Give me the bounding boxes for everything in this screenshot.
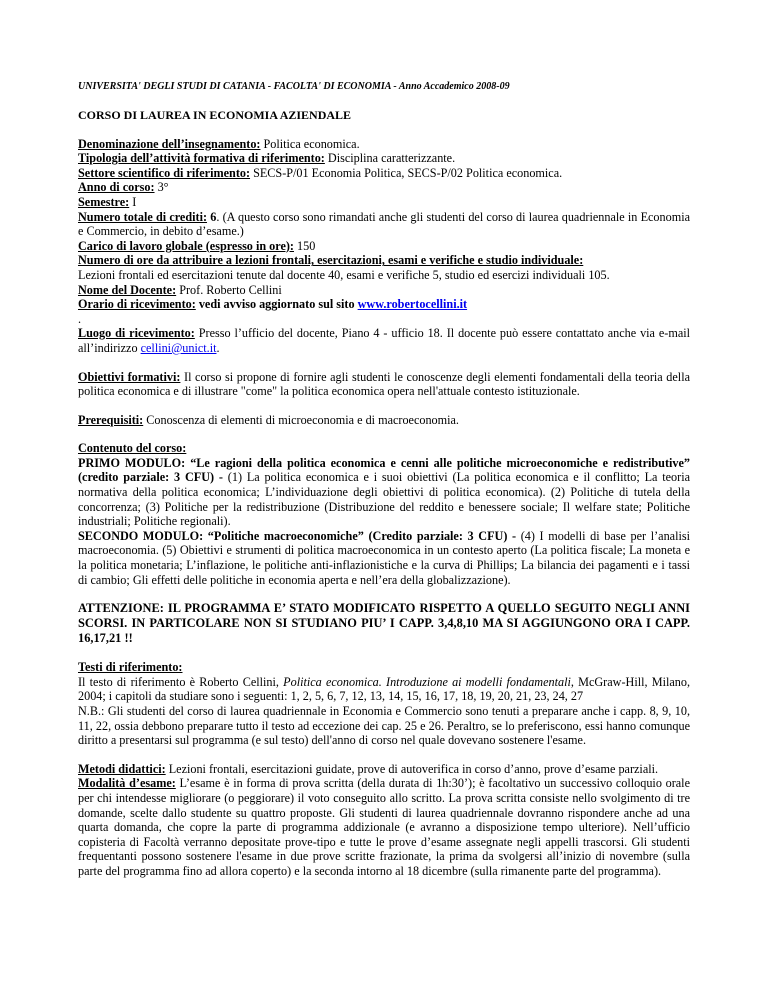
orario-line <box>78 297 690 312</box>
attenzione-notice: ATTENZIONE: IL PROGRAMMA E’ STATO MODIFICATO RISPETTO A QUELLO SEGUITO NEGLI ANNI SCORSI. IN PARTICOLARE NON SI STUDIANO PIU’ I CAPP. 3,4,8,10 MA SI AGGIUNGONO ORA I CAPP. 16,17,21 !! <box>78 601 690 646</box>
ore-label: Numero di ore da attribuire a lezioni frontali, esercitazioni, esami e verifiche e studio individuale: <box>78 253 584 268</box>
luogo-label: Luogo di ricevimento: <box>78 326 195 341</box>
settore-line <box>78 166 690 181</box>
testi-text2: , McGraw-Hill, Milano, 2004; i capitoli da studiare sono i seguenti: 1, 2, 5, 6, 7, 12, 13, 14, 15, 16, 17, 18, 19, 20, 21, 23, 24, 27 <box>78 674 690 704</box>
orario-label: Orario di ricevimento: <box>78 297 196 312</box>
ore-value-line: Lezioni frontali ed esercitazioni tenute dal docente 40, esami e verifiche 5, studio ed esercizi individuali 105. <box>78 267 610 282</box>
tipologia-line <box>78 151 690 166</box>
denominazione-label: Denominazione dell’insegnamento: <box>78 136 261 151</box>
prerequisiti-label: Prerequisiti: <box>78 412 144 427</box>
docente-line <box>78 283 690 298</box>
anno-label: Anno di corso: <box>78 180 155 195</box>
docente-label: Nome del Docente: <box>78 282 177 297</box>
modulo1-text: (1) La politica economica e i suoi obiettivi (La politica economica e il conflitto; La teoria normativa della politica economica; L’individuazione degli obiettivi di politica economica). (2) Politiche di tutela della concorrenza; (3) Politiche per la redistribuzione (Distribuzione del reddito e benessere sociale; Il welfare state; Politiche industriali; Politiche regionali). <box>78 470 690 529</box>
prerequisiti-value: Conoscenza di elementi di microeconomia e di macroeconomia. <box>143 412 459 427</box>
modalita-paragraph <box>78 776 690 878</box>
testi-book-title: Politica economica. Introduzione ai modelli fondamentali <box>283 674 571 689</box>
crediti-line <box>78 210 690 239</box>
modulo1-title: PRIMO MODULO: “Le ragioni della politica economica e cenni alle politiche microeconomiche e redistributive” (credito parziale: 3 CFU) - <box>78 455 690 485</box>
modalita-label: Modalità d’esame: <box>78 776 176 791</box>
luogo-line <box>78 326 690 355</box>
document-header: UNIVERSITA' DEGLI STUDI DI CATANIA - FACOLTA' DI ECONOMIA - Anno Accademico 2008-09 <box>78 81 510 92</box>
course-title: CORSO DI LAUREA IN ECONOMIA AZIENDALE <box>78 108 352 122</box>
modulo2-paragraph <box>78 529 690 587</box>
email-link[interactable]: cellini@unict.it <box>140 340 217 355</box>
ore-label-line <box>78 253 690 268</box>
prerequisiti-paragraph <box>78 413 690 428</box>
luogo-end: . <box>216 340 220 355</box>
carico-value: 150 <box>293 238 316 253</box>
testi-text1: Il testo di riferimento è Roberto Cellini, <box>78 674 284 689</box>
testi-paragraph <box>78 675 690 704</box>
contenuto-label: Contenuto del corso: <box>78 441 187 456</box>
crediti-label: Numero totale di crediti: <box>78 209 208 224</box>
crediti-number: 6 <box>207 209 217 224</box>
document-page <box>78 80 690 879</box>
tipologia-label: Tipologia dell’attività formativa di riferimento: <box>78 151 325 166</box>
orario-value: vedi avviso aggiornato sul sito <box>195 297 358 312</box>
obiettivi-label: Obiettivi formativi: <box>78 369 181 384</box>
metodi-paragraph <box>78 762 690 777</box>
crediti-value: . (A questo corso sono rimandati anche gli studenti del corso di laurea quadriennale in Economia e Commercio, in debito d’esame.) <box>78 209 690 239</box>
separator-dot: . <box>78 311 82 326</box>
modulo2-title: SECONDO MODULO: “Politiche macroeconomiche” (Credito parziale: 3 CFU) - <box>78 528 517 543</box>
luogo-value: Presso l’ufficio del docente, Piano 4 - ufficio 18. Il docente può essere contattato anche via e-mail all’indirizzo <box>78 326 690 355</box>
testi-nb: N.B.: Gli studenti del corso di laurea quadriennale in Economia e Commercio sono tenuti a preparare anche i capp. 8, 9, 10, 11, 22, ossia debbono preparare tutto il testo ad eccezione dei cap. 25 e 26. Peraltro, se lo preferiscono, essi hanno comunque diritto a presentarsi sul programma (e sul testo) dell'anno di corso nel quale dovevano sostenere l'esame. <box>78 704 690 748</box>
contenuto-label-line <box>78 441 690 456</box>
anno-line <box>78 180 690 195</box>
obiettivi-value: Il corso si propone di fornire agli studenti le conoscenze degli elementi fondamentali della teoria della politica economica e di illustrare "come" la politica economica opera nell'attuale contesto istituzionale. <box>78 369 690 399</box>
anno-value: 3° <box>154 180 169 195</box>
denominazione-line <box>78 137 690 152</box>
settore-label: Settore scientifico di riferimento: <box>78 165 251 180</box>
modalita-value: L’esame è in forma di prova scritta (della durata di 1h:30’); è facoltativo un successivo colloquio orale per chi intendesse migliorare (o peggiorare) il voto conseguito allo scritto. La prova scritta consiste nello svolgimento di tre domande, scelte dallo studente su quattro proposte. Gli studenti di laurea quadriennale dovranno rispondere anche ad una quarta domanda, che copre la parte di programma addizionale (e avranno a disposizione tempo ulteriore). Nell’ufficio copisteria di Facoltà verranno depositate prove-tipo e tutte le prove d’esame assegnate negli appelli trascorsi. Gli studenti frequentanti possono sostenere l'esame in due prove scritte frazionate, la prima da svolgersi all’inizio di novembre (sulla parte del programma fino ad allora coperto) e la seconda intorno al 18 dicembre (sulla rimanente parte del programma). <box>78 776 690 878</box>
docente-value: Prof. Roberto Cellini <box>176 282 282 297</box>
carico-line <box>78 239 690 254</box>
testi-label: Testi di riferimento: <box>78 660 183 675</box>
obiettivi-paragraph <box>78 370 690 399</box>
denominazione-value: Politica economica. <box>260 136 360 151</box>
metodi-value: Lezioni frontali, esercitazioni guidate, prove di autoverifica in corso d’anno, prove d’esame parziali. <box>165 761 659 776</box>
testi-label-line <box>78 660 690 675</box>
carico-label: Carico di lavoro globale (espresso in ore): <box>78 238 294 253</box>
tipologia-value: Disciplina caratterizzante. <box>324 151 456 166</box>
modulo1-paragraph <box>78 456 690 529</box>
semestre-label: Semestre: <box>78 194 130 209</box>
modulo2-text: (4) I modelli di base per l’analisi macroeconomia. (5) Obiettivi e strumenti di politica macroeconomica in un contesto aperto (La politica fiscale; La moneta e la politica monetaria; L’inflazione, le politiche anti-inflazionistiche e la curva di Phillips; La bilancia dei pagamenti e i tassi di cambio; Gli effetti delle politiche in economia aperta e nell’era della globalizzazione). <box>78 528 690 587</box>
website-link[interactable]: www.robertocellini.it <box>357 297 468 312</box>
settore-value: SECS-P/01 Economia Politica, SECS-P/02 Politica economica. <box>250 165 563 180</box>
semestre-value: I <box>129 194 137 209</box>
metodi-label: Metodi didattici: <box>78 761 166 776</box>
semestre-line <box>78 195 690 210</box>
